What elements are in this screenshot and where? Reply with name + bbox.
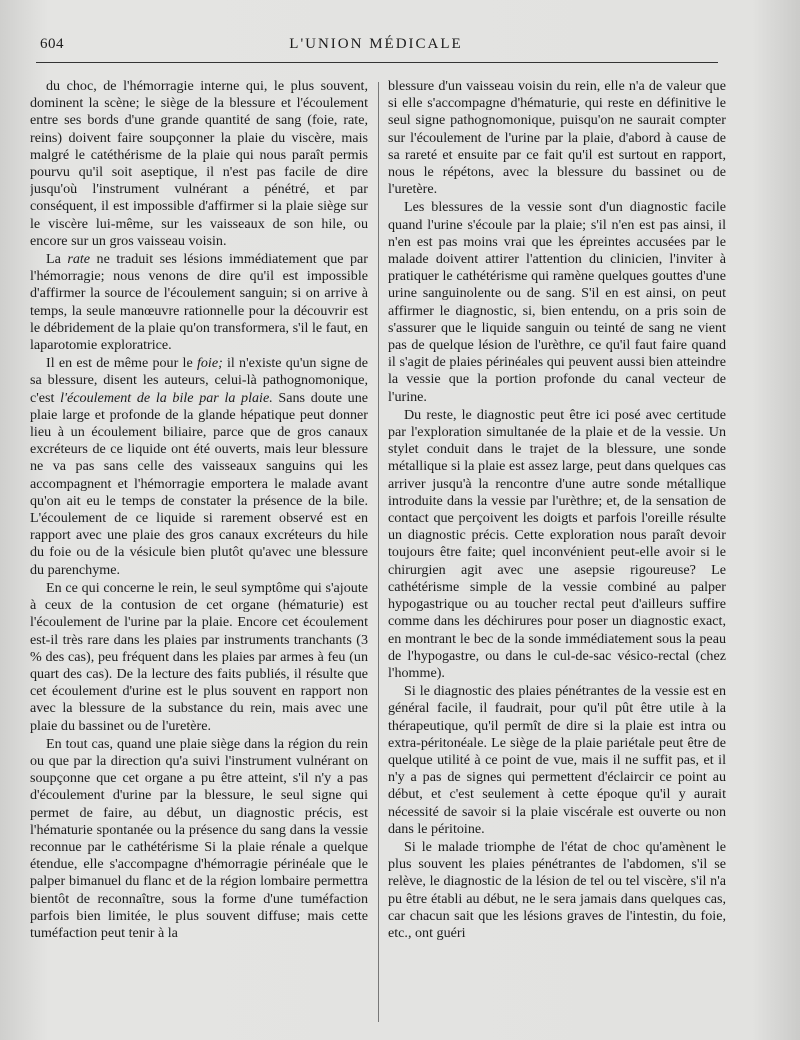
- emphasis: foie;: [196, 355, 223, 372]
- left-column: [30, 78, 368, 1028]
- paragraph: du choc, de l'hémorragie interne qui, le plus souvent, dominent la scène; le siège de la blessure et l'écoulement entre ses bords d'une grande quantité de sang (foie, rate, reins) doivent faire soupçonner la plaie du viscère, mais malgré le catéthérisme de la plaie qui nous paraît permis pourvu qu'il soit aseptique, il n'est pas facile de dire jusqu'où l'instrument vulnérant a pénétré, et par conséquent, il est impossible d'affirmer si la plaie siège sur le viscère lui-même, sur les vaisseaux de son hile, ou encore sur un gros vaisseau voisin.: [30, 78, 368, 249]
- emphasis: rate: [67, 251, 91, 268]
- paragraph: En ce qui concerne le rein, le seul symptôme qui s'ajoute à ceux de la contusion de cet organe (hématurie) est l'écoulement de l'urine par la plaie. Encore cet écoulement est-il très rare dans les plaies par instruments tranchants (3 % des cas), peu fréquent dans les plaies par armes à feu (un quart des cas). De la lecture des faits publiés, il résulte que cet écoulement d'urine est le plus souvent en rapport non avec la blessure de la substance du rein, mais avec une plaie du bassinet ou de l'uretère.: [30, 579, 368, 734]
- paragraph: blessure d'un vaisseau voisin du rein, elle n'a de valeur que si elle s'accompagne d'hématurie, qui reste en définitive le seul signe pathognomonique, puisqu'on ne saurait compter sur l'écoulement de l'urine par la plaie, d'abord à cause de sa rareté et ensuite par ce fait qu'il est surtout en rapport, nous le répétons, avec la blessure du bassinet ou de l'uretère.: [388, 78, 726, 198]
- page-number: 604: [40, 36, 64, 52]
- page-header: [36, 34, 716, 60]
- paragraph: La rate ne traduit ses lésions immédiatement que par l'hémorragie; nous venons de dire qu'il est impossible d'affirmer la source de l'écoulement sanguin; si on arrive à temps, la seule manœuvre rationnelle pour la découvrir est le débridement de la plaie qu'on transformera, s'il le faut, en laparotomie exploratrice.: [30, 251, 368, 354]
- paragraph: Du reste, le diagnostic peut être ici posé avec certitude par l'exploration simultanée de la plaie et de la vessie. Un stylet conduit dans le trajet de la blessure, une sonde métallique si la plaie est assez large, peut dans quelques cas arriver jusqu'à la rencontre d'une autre sonde métallique introduite dans la vessie par l'urèthre; et, de la sensation de contact que perçoivent les doigts et parfois l'oreille résulte un diagnostic précis. Cette exploration nous paraît devoir toujours être faite; quel inconvénient peut-elle avoir si le chirurgien agit avec une asepsie rigoureuse? Le cathétérisme simple de la vessie combiné au palper hypogastrique ou au toucher rectal peut d'ailleurs suffire comme dans les déchirures pour poser un diagnostic exact, en montrant le bec de la sonde immédiatement sous la peau de l'hypogastre, ou dans le cul-de-sac vésico-rectal (chez l'homme).: [388, 406, 726, 681]
- right-column: [388, 78, 726, 1028]
- paragraph: Les blessures de la vessie sont d'un diagnostic facile quand l'urine s'écoule par la plaie; s'il n'en est pas ainsi, il n'en est pas moins vrai que les épreintes accusées par le malade doivent attirer l'attention du clinicien, l'inviter à pratiquer le cathétérisme qui ramène quelques gouttes d'une urine sanguinolente ou de sang. S'il en est ainsi, on peut affirmer le diagnostic, si, bien entendu, on a pris soin de s'assurer que le liquide sanguin ou teinté de sang ne vient pas de quelque lésion de l'urèthre, ce qu'il faut faire quand il s'agit de plaies périnéales qui peuvent aussi bien atteindre la vessie que la portion profonde du canal vecteur de l'urine.: [388, 199, 726, 405]
- paragraph: En tout cas, quand une plaie siège dans la région du rein ou que par la direction qu'a suivi l'instrument vulnérant on soupçonne que cet organe a pu être atteint, s'il n'y a pas d'écoulement d'urine par la blessure, le seul signe qui permet de faire, au début, un diagnostic précis, est l'hématurie spontanée ou la présence du sang dans la vessie reconnue par le cathétérisme Si la plaie rénale a quelque étendue, elle s'accompagne d'hémorragie périnéale que le palper bimanuel du flanc et de la région lombaire permettra bientôt de reconnaître, sous la forme d'une tuméfaction parfois bien limitée, le plus souvent diffuse; mais cette tuméfaction peut tenir à la: [30, 735, 368, 941]
- emphasis: l'écoulement de la bile par la plaie.: [60, 389, 273, 406]
- paragraph: Il en est de même pour le foie; il n'existe qu'un signe de sa blessure, disent les auteurs, celui-là pathognomonique, c'est l'écoulement de la bile par la plaie. Sans doute une plaie large et profonde de la glande hépatique peut donner lieu à un écoulement biliaire, parce que de gros canaux excréteurs de ce liquide ont été ouverts, mais leur blessure ne va pas sans celle des vaisseaux sanguins qui les accompagnent et l'hémorragie emportera le malade avant qu'on ait eu le temps de constater la présence de la bile. L'écoulement de ce liquide si rarement observé est en rapport avec une plaie des gros canaux excréteurs du hile du foie ou de la vésicule bien plutôt qu'avec une blessure du parenchyme.: [30, 355, 368, 578]
- running-title: L'UNION MÉDICALE: [289, 36, 463, 52]
- column-divider: [378, 82, 379, 1022]
- paragraph: Si le diagnostic des plaies pénétrantes de la vessie est en général facile, il faudrait, pour qu'il pût être utile à la thérapeutique, qu'il permît de dire si la plaie est intra ou extra-péritonéale. Le siège de la plaie pariétale peut être de quelque utilité à ce point de vue, mais il ne suffit pas, et il n'y a pas de signes qui permettent d'éclaircir ce point au début, et c'est seulement à cette époque qu'il y aurait nécessité de savoir si la plaie viscérale est ouverte ou non dans le péritoine.: [388, 683, 726, 837]
- paragraph: Si le malade triomphe de l'état de choc qu'amènent le plus souvent les plaies pénétrantes de l'abdomen, s'il se relève, le diagnostic de la lésion de tel ou tel viscère, s'il n'a pu être établi au début, ne le sera jamais dans quelques cas, car chacun sait que les lésions graves de l'intestin, du foie, etc., ont guéri: [388, 838, 726, 941]
- header-rule: [36, 62, 718, 63]
